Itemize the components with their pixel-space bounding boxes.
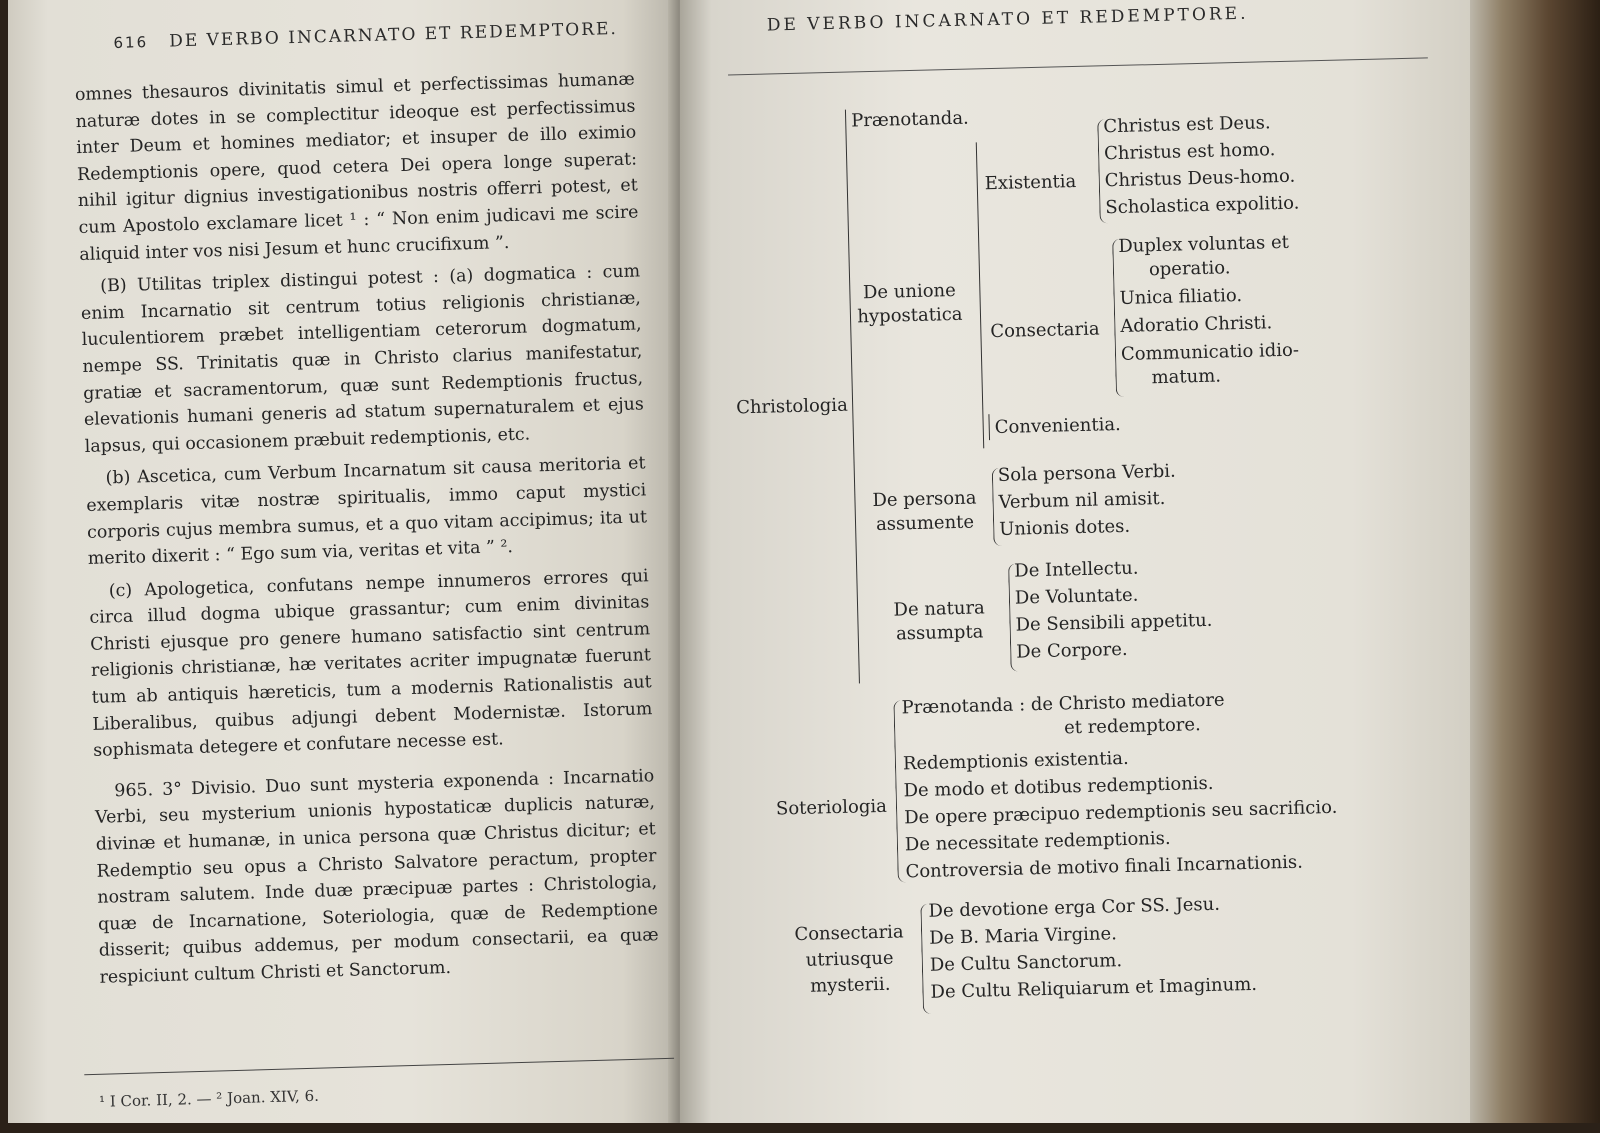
paragraph-divisio: 965. 3° Divisio. Duo sunt mysteria exponenda : Incarnatio Verbi, seu mysterium unionis hypostaticæ duplicis naturæ, divinæ et humanæ, in unica persona quæ Christus dicitur; et Redemptio seu opus a Christo Salvatore peractum, propter nostram salutem. Inde duæ præcipuæ partes : Christologia, quæ de Incarnatione, Soteriologia, quæ de Redemptione disserit; quibus addemus, per modum consectarii, ea quæ respiciunt cultum Christi et Sanctorum. <box>94 766 659 988</box>
de-unione-label-1: De unione <box>862 279 957 304</box>
soteriologia-item: et redemptore. <box>1063 714 1202 739</box>
de-natura-label-2: assumpta <box>895 621 984 645</box>
de-unione-bracket <box>976 142 984 448</box>
de-persona-item: Unionis dotes. <box>998 515 1131 540</box>
consectaria-utriusque-item: De B. Maria Virgine. <box>928 923 1118 949</box>
de-persona-item: Verbum nil amisit. <box>998 487 1166 513</box>
consectaria-utriusque-item: De devotione erga Cor SS. Jesu. <box>928 893 1221 922</box>
consectaria-utriusque-label-3: mysterii. <box>809 973 891 997</box>
consectaria-label: Consectaria <box>990 318 1100 343</box>
consectaria-item: Duplex voluntas et <box>1118 231 1290 257</box>
soteriologia-item: Redemptionis existentia. <box>902 747 1129 775</box>
consectaria-utriusque-item: De Cultu Reliquiarum et Imaginum. <box>930 973 1258 1003</box>
consectaria-utriusque-label-1: Consectaria <box>794 921 904 946</box>
footnote-text: ¹ I Cor. II, 2. — ² Joan. XIV, 6. <box>98 1086 320 1111</box>
consectaria-item: Adoratio Christi. <box>1120 312 1273 337</box>
soteriologia-item: De modo et dotibus redemptionis. <box>903 772 1214 802</box>
christologia-praenotanda: Prænotanda. <box>850 107 970 132</box>
consectaria-utriusque-label-2: utriusque <box>805 947 894 971</box>
de-natura-label-1: De natura <box>893 597 986 621</box>
soteriologia-item: De opere præcipuo redemptionis seu sacrificio. <box>903 796 1338 829</box>
consectaria-item: Communicatio idio- <box>1120 339 1300 365</box>
footnote-rule <box>84 1058 674 1075</box>
existentia-item: Scholastica expolitio. <box>1105 192 1300 219</box>
existentia-item: Christus est homo. <box>1103 139 1276 165</box>
christologia-label: Christologia <box>735 394 849 419</box>
left-running-head <box>113 18 633 53</box>
existentia-item: Christus Deus-homo. <box>1104 165 1296 192</box>
body-text <box>75 66 660 997</box>
existentia-item: Christus est Deus. <box>1103 112 1271 138</box>
soteriologia-item: Prænotanda : de Christo mediatore <box>901 689 1225 719</box>
de-persona-label-2: assumente <box>875 511 975 535</box>
page-number: 616 <box>113 33 149 53</box>
de-natura-item: De Voluntate. <box>1014 584 1139 609</box>
soteriologia-item: Controversia de motivo finali Incarnationis. <box>905 851 1304 883</box>
soteriologia-label: Soteriologia <box>775 795 888 820</box>
de-persona-item: Sola persona Verbi. <box>997 460 1177 486</box>
paragraph-ascetica: (b) Ascetica, cum Verbum Incarnatum sit causa meritoria et exemplaris vitæ nostræ spiritualis, immo caput mystici corporis cujus membra sumus, et a quo vitam accipimus; ita ut merito dixerit : “ Ego sum via, veritas et vita ” ². <box>86 453 648 570</box>
de-persona-label-1: De persona <box>872 487 977 512</box>
paragraph-utilitas: (B) Utilitas triplex distingui potest : (a) dogmatica : cum enim Incarnatio sit centrum totius religionis christianæ, luculentiorem præbet intelligentiam ceterorum dogmatum, nempe SS. Trinitatis quæ in Christo clarius manifestatur, gratiæ et sacramentorum, quæ sunt Redemptionis fructus, elevationis humani generis ad statum supernaturalem et ejus lapsus, qui occasionem præbuit redemptionis, etc. <box>80 261 645 457</box>
right-running-head: DE VERBO INCARNATO ET REDEMPTORE. <box>766 3 1249 36</box>
soteriologia-item: De necessitate redemptionis. <box>904 827 1171 856</box>
de-natura-item: De Corpore. <box>1015 638 1128 663</box>
convenientia-item: Convenientia. <box>994 413 1122 439</box>
running-head-rule <box>728 57 1428 75</box>
de-unione-label-2: hypostatica <box>857 303 963 328</box>
de-natura-item: De Sensibili appetitu. <box>1015 609 1213 636</box>
de-natura-item: De Intellectu. <box>1013 557 1139 582</box>
consectaria-utriusque-item: De Cultu Sanctorum. <box>929 950 1123 976</box>
consectaria-item: matum. <box>1151 365 1222 389</box>
paragraph-apologetica: (c) Apologetica, confutans nempe innumeros errores qui circa illud dogma ubique grassantur; cum enim divinitas Christi ejusque pro genere humano satisfactio sint centrum religionis christianæ, hæ veritates acriter impugnatæ fuerunt tum ab antiquis hæreticis, tum a modernis Rationalistis aut Liberalibus, quibus adjungi debent Modernistæ. Istorum sophismata detegere et confutare necesse est. <box>89 565 653 762</box>
paragraph-intro: omnes thesauros divinitatis simul et perfectissimas humanæ naturæ dotes in se complectitur ideoque est perfectissimus inter Deum et homines mediator; et insuper de illo eximio Redemptionis opere, quod cetera Dei opera longe superat: nihil igitur dignius investigationibus nostris offerri potest, et cum Apostolo exclamare licet ¹ : “ Non enim judicavi me scire aliquid inter vos nisi Jesum et hunc crucifixum ”. <box>74 69 639 265</box>
right-page-content <box>666 0 1483 1133</box>
consectaria-item: Unica filiatio. <box>1119 284 1243 309</box>
left-page-content <box>0 0 684 1131</box>
running-title: DE VERBO INCARNATO ET REDEMPTORE. <box>168 18 619 52</box>
existentia-label: Existentia <box>984 170 1077 195</box>
consectaria-item: operatio. <box>1148 257 1231 281</box>
book-cover-edge <box>1470 0 1600 1123</box>
convenientia-bracket <box>988 414 990 440</box>
